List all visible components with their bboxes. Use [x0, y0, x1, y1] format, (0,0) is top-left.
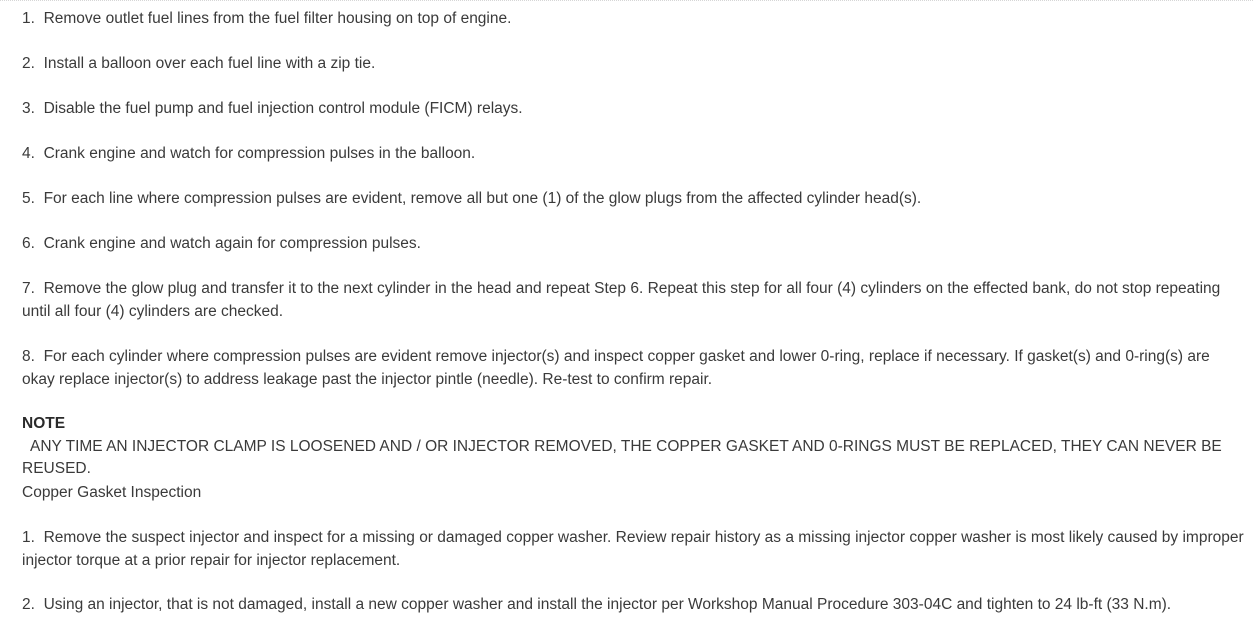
- step-7: [22, 278, 1244, 323]
- step-text: Disable the fuel pump and fuel injection control module (FICM) relays.: [43, 100, 523, 117]
- step-number: 2.: [22, 55, 35, 72]
- step-number: 4.: [22, 145, 35, 162]
- step-text: Install a balloon over each fuel line with a zip tie.: [43, 55, 376, 72]
- step-text: Remove the suspect injector and inspect for a missing or damaged copper washer. Review repair history as a missing injector copper washer is most likely caused by improper injector torque at a prior repair for injector replacement.: [22, 529, 1244, 569]
- section-heading: [22, 482, 1244, 505]
- step-1: [22, 8, 1244, 31]
- step-text: Remove outlet fuel lines from the fuel filter housing on top of engine.: [43, 10, 512, 27]
- step-text: Using an injector, that is not damaged, install a new copper washer and install the injector per Workshop Manual Procedure 303-04C and tighten to 24 lb-ft (33 N.m).: [43, 596, 1172, 613]
- step-text: For each line where compression pulses are evident, remove all but one (1) of the glow plugs from the affected cylinder head(s).: [43, 190, 922, 207]
- top-divider: [0, 0, 1253, 1]
- inspection-step-1: [22, 527, 1244, 572]
- step-number: 8.: [22, 348, 35, 365]
- step-text: Crank engine and watch again for compression pulses.: [43, 235, 421, 252]
- step-2: [22, 53, 1244, 76]
- step-number: 2.: [22, 596, 35, 613]
- step-5: [22, 188, 1244, 211]
- note-label: NOTE: [22, 415, 66, 432]
- section-heading-text: Copper Gasket Inspection: [22, 484, 202, 501]
- step-number: 7.: [22, 280, 35, 297]
- inspection-step-2: [22, 594, 1244, 617]
- step-text: Crank engine and watch for compression pulses in the balloon.: [43, 145, 476, 162]
- step-4: [22, 143, 1244, 166]
- step-number: 1.: [22, 529, 35, 546]
- step-8: [22, 346, 1244, 391]
- step-6: [22, 233, 1244, 256]
- step-number: 5.: [22, 190, 35, 207]
- step-text: Remove the glow plug and transfer it to the next cylinder in the head and repeat Step 6. Repeat this step for all four (4) cylinders on the effected bank, do not stop repeating until all four (4) cylinders are checked.: [22, 280, 1221, 320]
- step-3: [22, 98, 1244, 121]
- note-block: [22, 413, 1244, 481]
- note-text: ANY TIME AN INJECTOR CLAMP IS LOOSENED AND / OR INJECTOR REMOVED, THE COPPER GASKET AND 0-RINGS MUST BE REPLACED, THEY CAN NEVER BE REUSED.: [22, 437, 1222, 477]
- step-number: 3.: [22, 100, 35, 117]
- step-text: For each cylinder where compression pulses are evident remove injector(s) and inspect copper gasket and lower 0-ring, replace if necessary. If gasket(s) and 0-ring(s) are okay replace injector(s) to address leakage past the injector pintle (needle). Re-test to confirm repair.: [22, 348, 1210, 388]
- step-number: 6.: [22, 235, 35, 252]
- step-number: 1.: [22, 10, 35, 27]
